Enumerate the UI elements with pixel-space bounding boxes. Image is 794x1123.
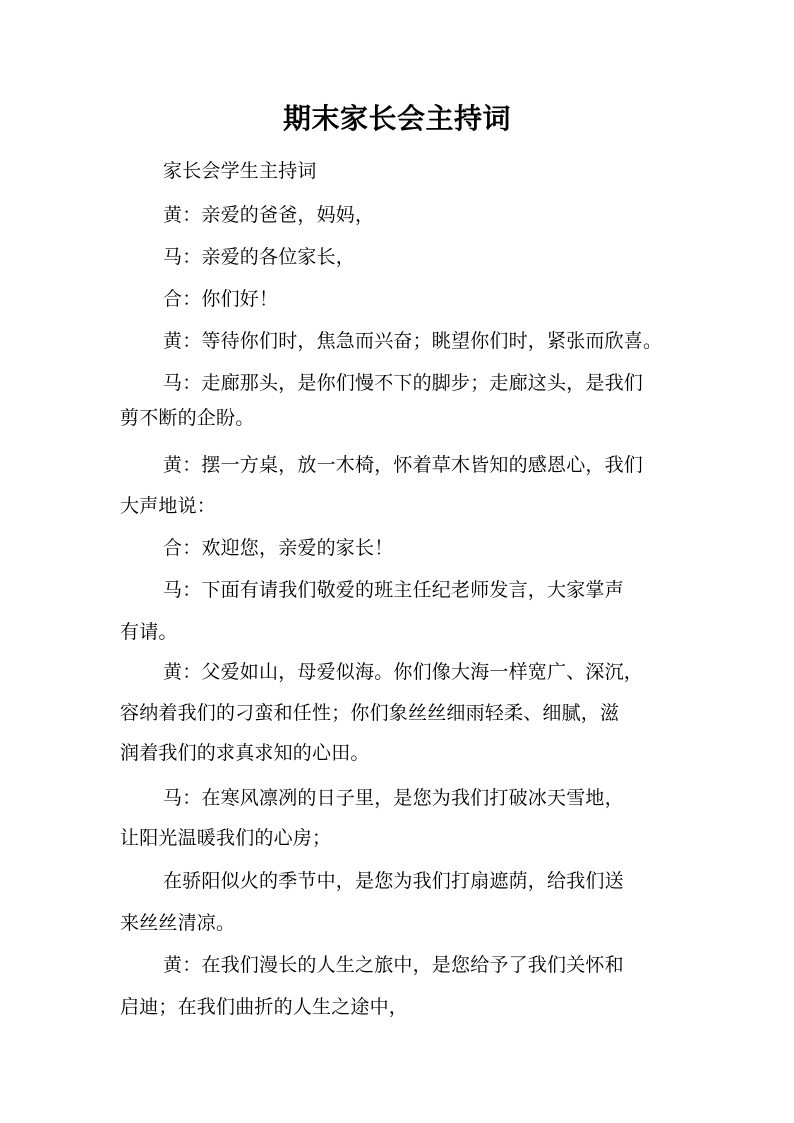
paragraph-line: 容纳着我们的刁蛮和任性；你们象丝丝细雨轻柔、细腻，滋 — [120, 702, 620, 724]
paragraph-line: 马：下面有请我们敬爱的班主任纪老师发言，大家掌声 — [163, 579, 624, 601]
paragraph-line: 合：你们好！ — [163, 288, 279, 310]
paragraph-line: 润着我们的求真求知的心田。 — [120, 742, 370, 764]
paragraph-line: 黄：父爱如山，母爱似海。你们像大海一样宽广、深沉， — [163, 661, 644, 683]
paragraph-line: 有请。 — [120, 621, 178, 643]
paragraph-line: 马：亲爱的各位家长， — [163, 246, 356, 268]
paragraph-line: 来丝丝清凉。 — [120, 912, 236, 934]
paragraph-line: 黄：摆一方桌，放一木椅，怀着草木皆知的感恩心，我们 — [163, 454, 644, 476]
paragraph-line: 启迪；在我们曲折的人生之途中， — [120, 996, 409, 1018]
page-title: 期末家长会主持词 — [282, 102, 511, 135]
paragraph-line: 剪不断的企盼。 — [120, 407, 255, 429]
paragraph-line: 大声地说： — [120, 495, 217, 517]
paragraph-line: 马：在寒风凛冽的日子里，是您为我们打破冰天雪地， — [163, 787, 624, 809]
subtitle-line: 家长会学生主持词 — [163, 160, 317, 182]
paragraph-line: 黄：等待你们时，焦急而兴奋；眺望你们时，紧张而欣喜。 — [163, 330, 663, 352]
paragraph-line: 合：欢迎您，亲爱的家长！ — [163, 537, 394, 559]
paragraph-line: 在骄阳似火的季节中，是您为我们打扇遮荫，给我们送 — [163, 870, 624, 892]
paragraph-line: 黄：亲爱的爸爸，妈妈， — [163, 204, 375, 226]
paragraph-line: 黄：在我们漫长的人生之旅中，是您给予了我们关怀和 — [163, 954, 624, 976]
paragraph-line: 马：走廊那头，是你们慢不下的脚步；走廊这头，是我们 — [163, 372, 644, 394]
paragraph-line: 让阳光温暖我们的心房； — [120, 827, 332, 849]
